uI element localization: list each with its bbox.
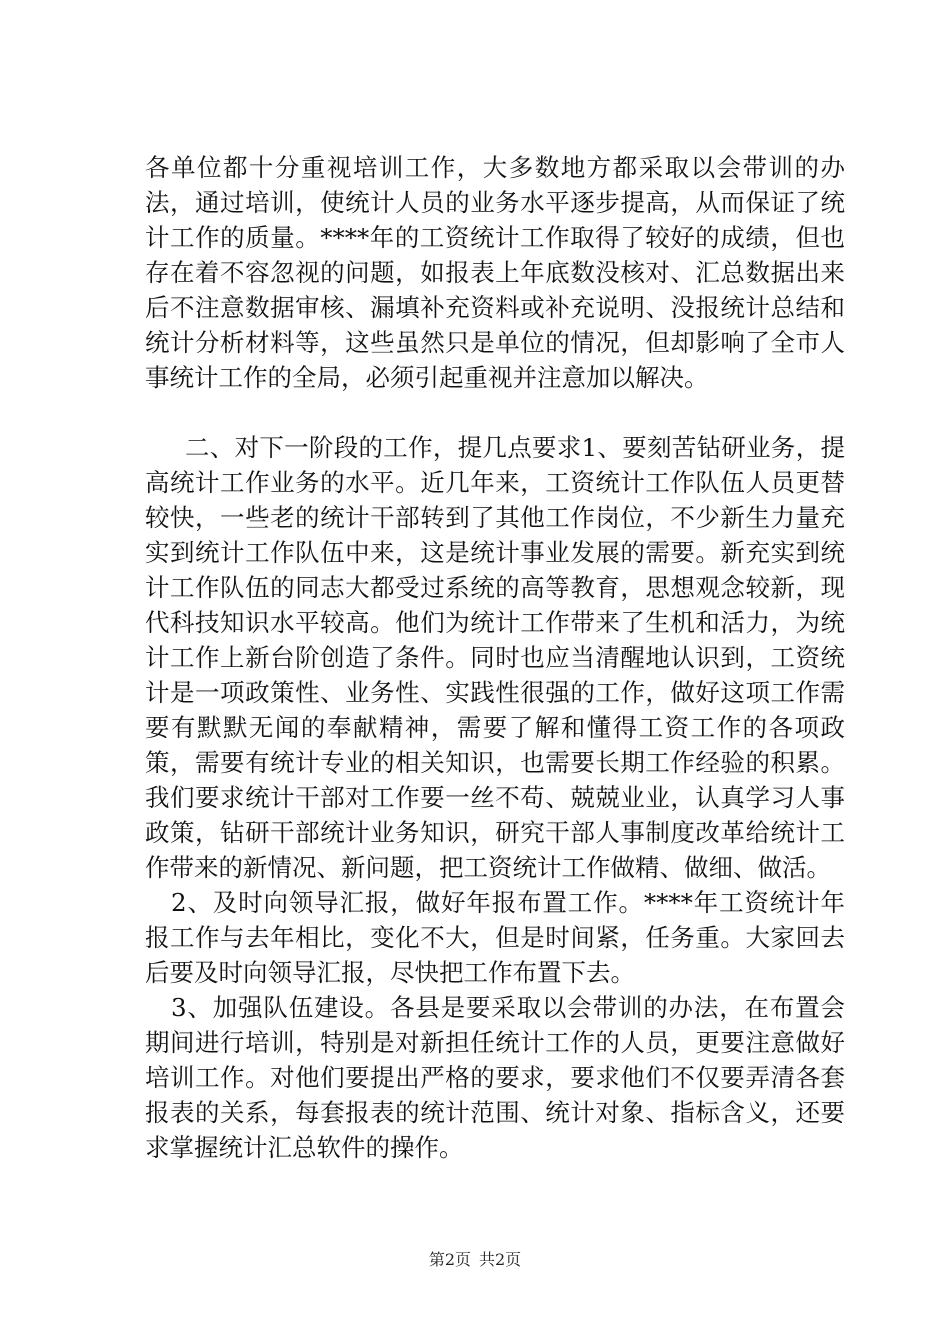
paragraph-3: 2、及时向领导汇报，做好年报布置工作。****年工资统计年报工作与去年相比，变化不大，但是时间紧，任务重。大家回去后要及时向领导汇报，尽快把工作布置下去。	[145, 888, 845, 987]
paragraph-4: 3、加强队伍建设。各县是要采取以会带训的办法，在布置会期间进行培训，特别是对新担任统计工作的人员，更要注意做好培训工作。对他们要提出严格的要求，要求他们不仅要弄清各套报表的关系，每套报表的统计范围、统计对象、指标含义，还要求掌握统计汇总软件的操作。	[145, 993, 845, 1162]
page-total: 共2页	[479, 1250, 522, 1269]
document-body	[145, 150, 845, 1165]
page-footer	[0, 1247, 950, 1270]
paragraph-1: 各单位都十分重视培训工作，大多数地方都采取以会带训的办法，通过培训，使统计人员的业务水平逐步提高，从而保证了统计工作的质量。****年的工资统计工作取得了较好的成绩，但也存在着不容忽视的问题，如报表上年底数没核对、汇总数据出来后不注意数据审核、漏填补充资料或补充说明、没报统计总结和统计分析材料等，这些虽然只是单位的情况，但却影响了全市人事统计工作的全局，必须引起重视并注意加以解决。	[145, 153, 845, 392]
paragraph-2: 二、对下一阶段的工作，提几点要求1、要刻苦钻研业务，提高统计工作业务的水平。近几年来，工资统计工作队伍人员更替较快，一些老的统计干部转到了其他工作岗位，不少新生力量充实到统计工作队伍中来，这是统计事业发展的需要。新充实到统计工作队伍的同志大都受过系统的高等教育，思想观念较新，现代科技知识水平较高。他们为统计工作带来了生机和活力，为统计工作上新台阶创造了条件。同时也应当清醒地认识到，工资统计是一项政策性、业务性、实践性很强的工作，做好这项工作需要有默默无闻的奉献精神，需要了解和懂得工资工作的各项政策，需要有统计专业的相关知识，也需要长期工作经验的积累。我们要求统计干部对工作要一丝不苟、兢兢业业，认真学习人事政策，钻研干部统计业务知识，研究干部人事制度改革给统计工作带来的新情况、新问题，把工资统计工作做精、做细、做活。	[145, 433, 845, 882]
page-number: 第2页	[428, 1250, 471, 1269]
